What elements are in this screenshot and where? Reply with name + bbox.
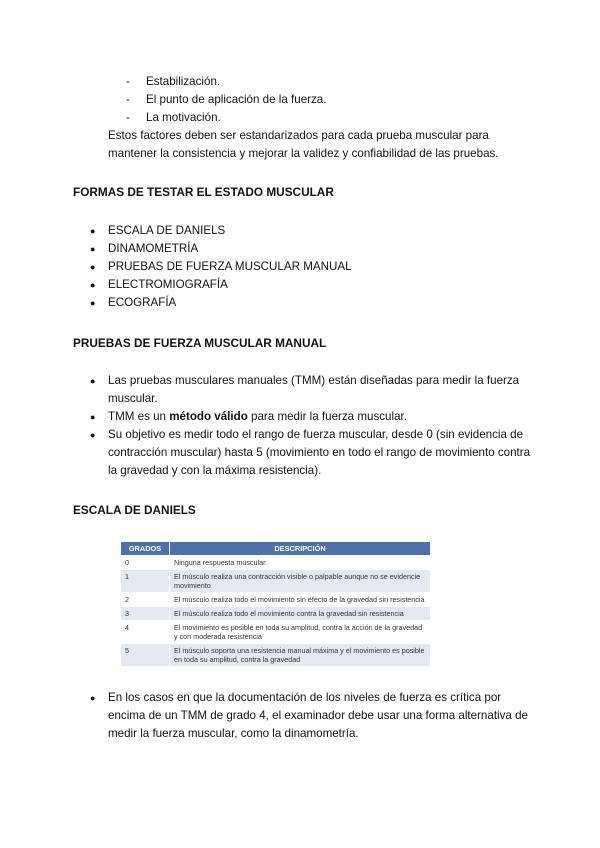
daniels-table	[120, 541, 431, 667]
section-heading-daniels: ESCALA DE DANIELS	[73, 503, 196, 517]
factor-item: - La motivación.	[126, 109, 326, 127]
grade-cell: 4	[121, 621, 170, 644]
table-row	[121, 621, 431, 644]
table-row	[121, 593, 431, 607]
table-header-grados: GRADOS	[121, 542, 170, 556]
method-item: ● PRUEBAS DE FUERZA MUSCULAR MANUAL	[90, 258, 540, 276]
description-cell: El movimiento es posible en toda su amplitud, contra la acción de la gravedad y con moderada resistencia	[170, 621, 431, 644]
factor-list	[126, 73, 326, 127]
tmm-item: ● Su objetivo es medir todo el rango de fuerza muscular, desde 0 (sin evidencia de contracción muscular) hasta 5 (movimiento en todo el rango de movimiento contra la gravedad y con la máxima resistencia).	[90, 426, 540, 480]
grade-cell: 5	[121, 644, 170, 667]
table-row	[121, 644, 431, 667]
tmm-item-text: TMM es un	[108, 410, 170, 423]
note-item: ● En los casos en que la documentación de los niveles de fuerza es crítica por encima de un TMM de grado 4, el examinador debe usar una forma alternativa de medir la fuerza muscular, como la dinamometría.	[90, 689, 540, 743]
table-row	[121, 570, 431, 593]
table-row	[121, 607, 431, 621]
tmm-item-text: para medir la fuerza muscular.	[247, 410, 407, 423]
method-item: ● ELECTROMIOGRAFÍA	[90, 276, 540, 294]
table-header-descripcion: DESCRIPCIÓN	[170, 542, 431, 556]
section-heading-pruebas: PRUEBAS DE FUERZA MUSCULAR MANUAL	[73, 336, 327, 350]
table-row	[121, 556, 431, 570]
grade-cell: 3	[121, 607, 170, 621]
method-item: ● ESCALA DE DANIELS	[90, 222, 540, 240]
method-item: ● DINAMOMETRÍA	[90, 240, 540, 258]
method-list	[90, 222, 540, 312]
grade-cell: 1	[121, 570, 170, 593]
description-cell: Ninguna respuesta muscular.	[170, 556, 431, 570]
factor-item: - El punto de aplicación de la fuerza.	[126, 91, 326, 109]
intro-paragraph: Estos factores deben ser estandarizados para cada prueba muscular para mantener la consistencia y mejorar la validez y confiabilidad de las pruebas.	[108, 129, 499, 160]
description-cell: El músculo realiza todo el movimiento sin efecto de la gravedad sin resistencia	[170, 593, 431, 607]
tmm-item	[90, 408, 540, 426]
note-list	[90, 689, 540, 743]
grade-cell: 2	[121, 593, 170, 607]
description-cell: El músculo realiza una contracción visible o palpable aunque no se evidencie movimiento	[170, 570, 431, 593]
description-cell: El músculo realiza todo el movimiento contra la gravedad sin resistencia	[170, 607, 431, 621]
table-header-row	[121, 542, 431, 556]
description-cell: El músculo soporta una resistencia manual máxima y el movimiento es posible en toda su amplitud, contra la gravedad	[170, 644, 431, 667]
tmm-item: ● Las pruebas musculares manuales (TMM) están diseñadas para medir la fuerza muscular.	[90, 372, 540, 408]
method-item: ● ECOGRAFÍA	[90, 294, 540, 312]
grade-cell: 0	[121, 556, 170, 570]
section-heading-formas: FORMAS DE TESTAR EL ESTADO MUSCULAR	[73, 185, 334, 199]
factor-item: - Estabilización.	[126, 73, 326, 91]
tmm-list	[90, 372, 540, 480]
tmm-item-bold: método válido	[169, 410, 248, 423]
